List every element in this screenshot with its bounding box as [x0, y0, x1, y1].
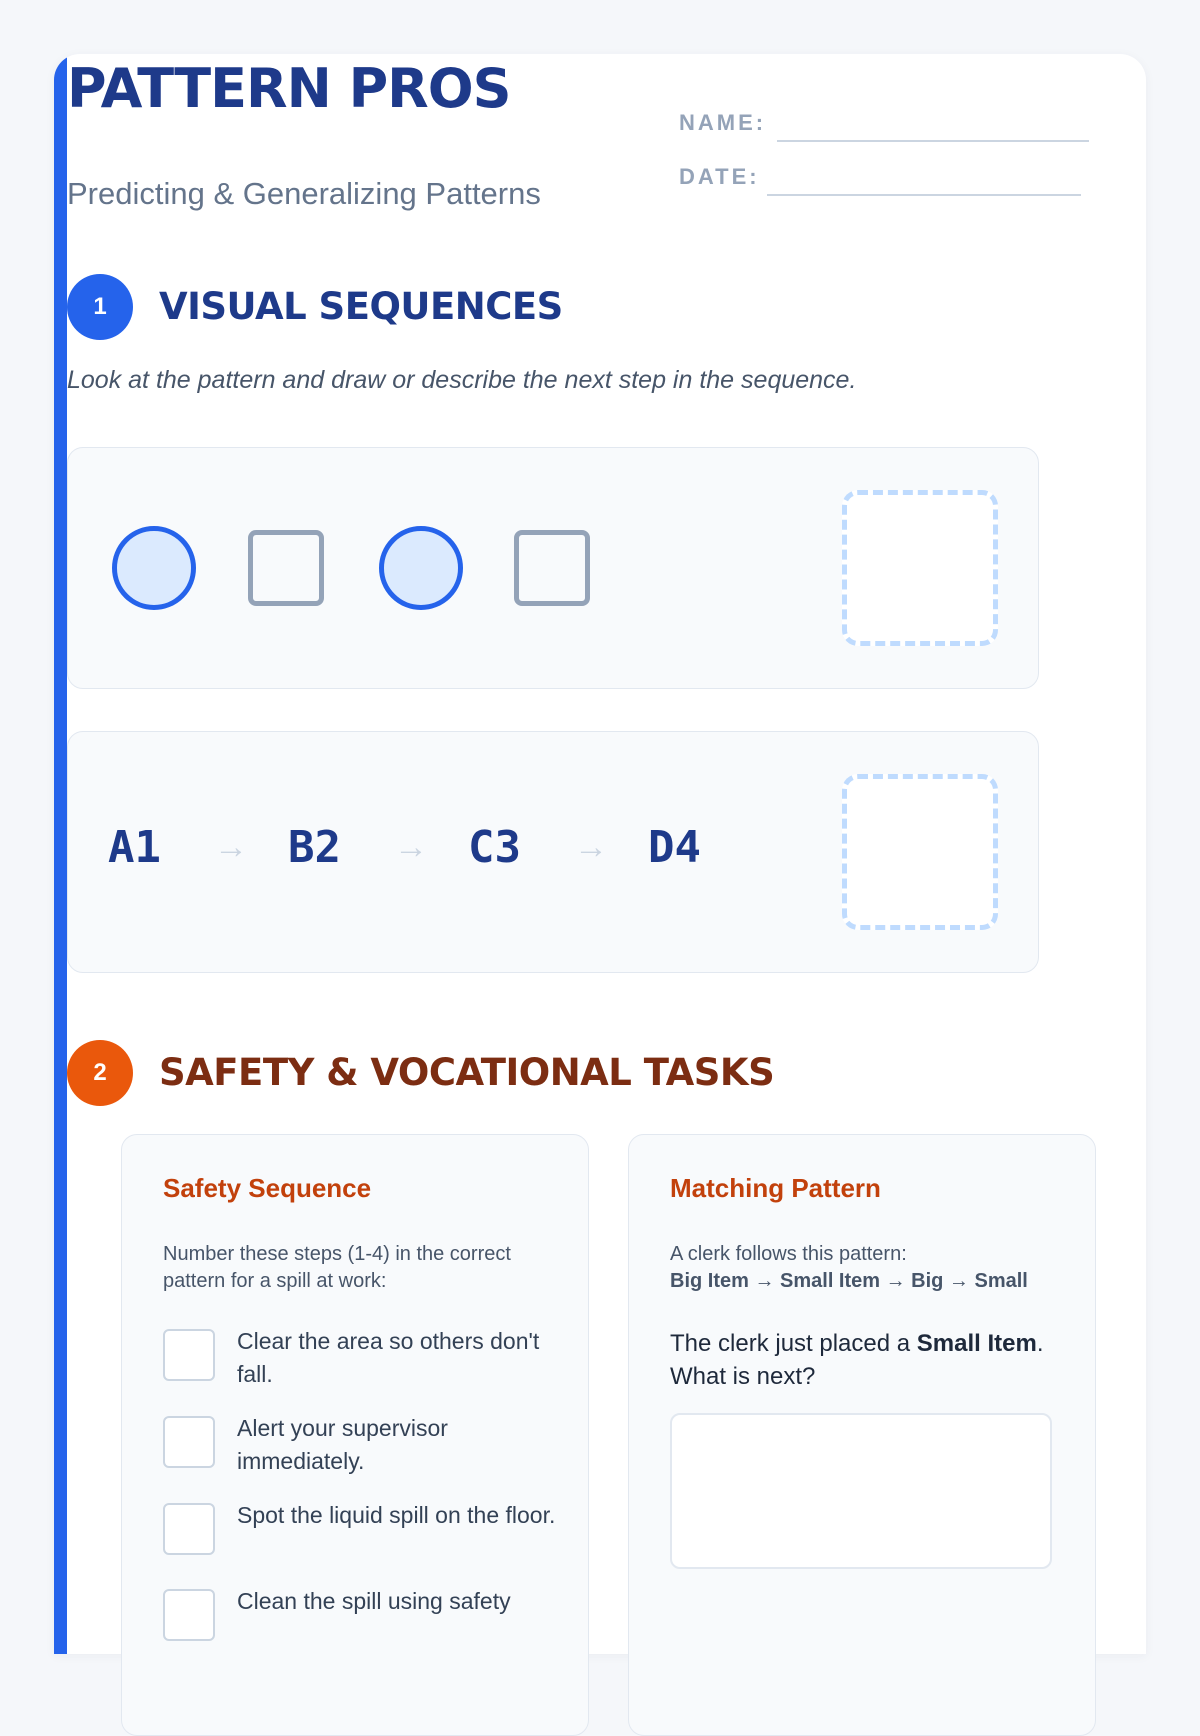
step-text: Alert your supervisor immediately.	[237, 1415, 448, 1474]
letter-sequence-panel	[67, 731, 1039, 973]
step-text: Clean the spill using safety	[237, 1588, 511, 1614]
arrow-icon: →	[574, 828, 608, 866]
step-number-box[interactable]	[163, 1589, 215, 1641]
accent-bar	[54, 54, 67, 1654]
step-number-box[interactable]	[163, 1503, 215, 1555]
safety-step	[163, 1329, 563, 1399]
safety-step	[163, 1503, 563, 1573]
safety-card-desc: Number these steps (1-4) in the correct pattern for a spill at work:	[163, 1243, 511, 1292]
sequence-token: C3	[468, 822, 521, 873]
section-1-instructions: Look at the pattern and draw or describe the next step in the sequence.	[67, 366, 857, 394]
page-subtitle: Predicting & Generalizing Patterns	[67, 176, 541, 211]
sequence-token: A1	[108, 822, 161, 873]
matching-card-desc	[670, 1241, 1060, 1295]
matching-answer-area[interactable]	[670, 1413, 1052, 1569]
matching-pattern-card	[628, 1134, 1096, 1736]
question-highlight: Small Item	[916, 1330, 1037, 1357]
step-text: Spot the liquid spill on the floor.	[237, 1502, 556, 1528]
matching-pattern-text: Big Item → Small Item → Big → Small	[670, 1270, 1028, 1292]
section-1-header	[67, 274, 1067, 340]
name-label: NAME:	[679, 110, 767, 135]
safety-sequence-card	[121, 1134, 589, 1736]
safety-card-title: Safety Sequence	[163, 1173, 372, 1203]
header	[67, 57, 1037, 211]
section-2-header	[67, 1040, 1067, 1106]
name-line[interactable]	[777, 140, 1089, 142]
date-line[interactable]	[767, 194, 1081, 196]
circle-shape	[379, 526, 463, 610]
sequence-token: D4	[648, 822, 701, 873]
question-text-end: . What is next?	[670, 1330, 1044, 1390]
matching-card-title: Matching Pattern	[670, 1173, 881, 1203]
section-1-title: VISUAL SEQUENCES	[159, 285, 563, 328]
step-number-box[interactable]	[163, 1416, 215, 1468]
sequence-token: B2	[288, 822, 341, 873]
question-text: The clerk just placed a	[670, 1330, 917, 1357]
matching-desc-text: A clerk follows this pattern:	[670, 1243, 907, 1265]
circle-shape	[112, 526, 196, 610]
matching-question	[670, 1327, 1070, 1393]
date-label: DATE:	[679, 164, 760, 189]
shape-answer-box[interactable]	[842, 490, 998, 646]
step-number-box[interactable]	[163, 1329, 215, 1381]
shape-sequence-panel	[67, 447, 1039, 689]
section-1-badge: 1	[67, 274, 133, 340]
safety-step	[163, 1416, 563, 1486]
name-field	[679, 102, 1099, 142]
arrow-icon: →	[394, 828, 428, 866]
square-shape	[248, 530, 324, 606]
section-2-title: SAFETY & VOCATIONAL TASKS	[159, 1051, 775, 1094]
page-title: PATTERN PROS	[67, 57, 511, 120]
letter-answer-box[interactable]	[842, 774, 998, 930]
date-field	[679, 156, 1099, 196]
section-2-badge: 2	[67, 1040, 133, 1106]
square-shape	[514, 530, 590, 606]
step-text: Clear the area so others don't fall.	[237, 1328, 540, 1387]
arrow-icon: →	[214, 828, 248, 866]
